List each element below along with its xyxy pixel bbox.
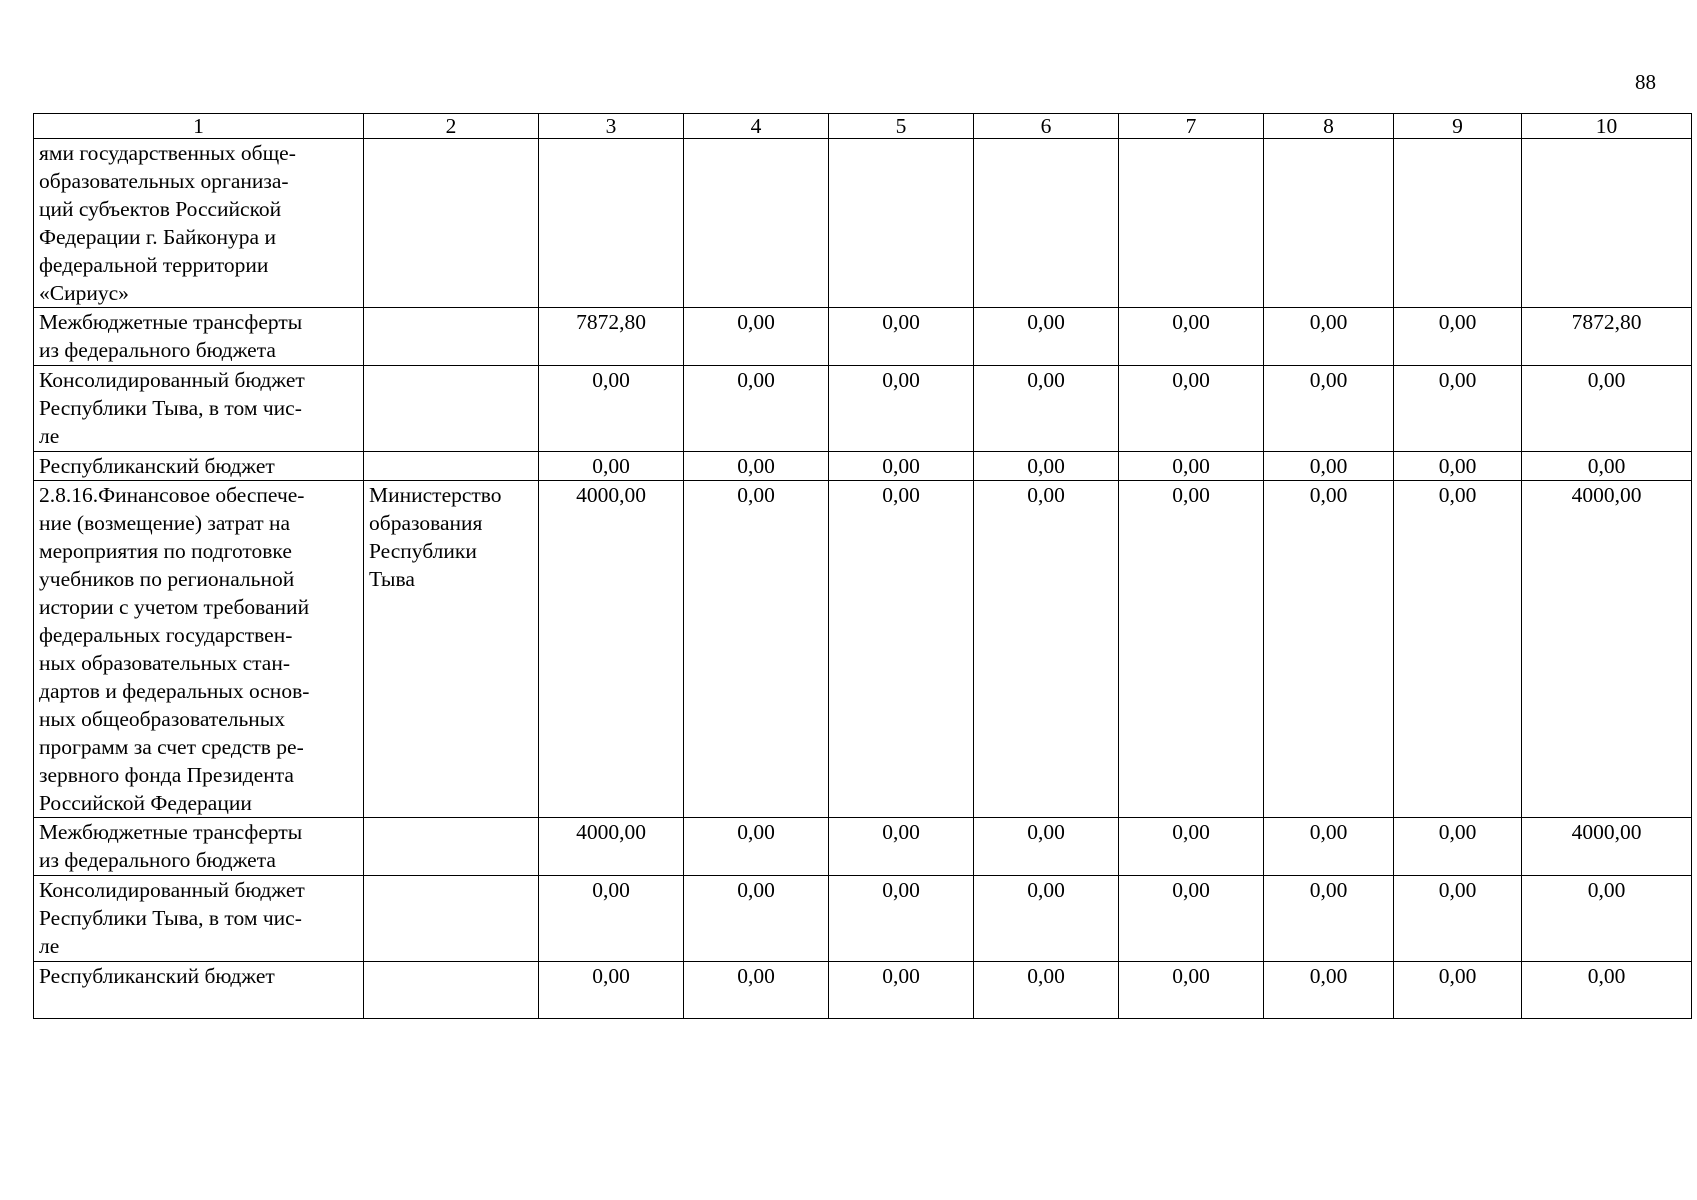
value-cell: 0,00 (1264, 818, 1394, 876)
value-cell: 0,00 (974, 818, 1119, 876)
value-cell: 0,00 (1394, 876, 1522, 962)
value-cell: 0,00 (1394, 818, 1522, 876)
row-label: Консолидированный бюджет Республики Тыва, в том чис- ле (34, 366, 364, 452)
executor-cell (364, 962, 539, 1019)
value-cell (829, 139, 974, 308)
value-cell: 0,00 (829, 876, 974, 962)
header-row (34, 114, 1692, 139)
value-cell: 4000,00 (539, 481, 684, 818)
table-row (34, 962, 1692, 1019)
column-header: 1 (34, 114, 364, 139)
value-cell (974, 139, 1119, 308)
table-row (34, 366, 1692, 452)
value-cell (1522, 139, 1692, 308)
value-cell: 0,00 (1394, 366, 1522, 452)
table-row (34, 308, 1692, 366)
row-label: Межбюджетные трансферты из федерального бюджета (34, 308, 364, 366)
value-cell: 0,00 (829, 308, 974, 366)
column-header: 9 (1394, 114, 1522, 139)
page-number: 88 (1635, 70, 1656, 94)
value-cell: 4000,00 (1522, 481, 1692, 818)
value-cell: 0,00 (684, 962, 829, 1019)
column-header: 3 (539, 114, 684, 139)
value-cell: 7872,80 (539, 308, 684, 366)
executor-cell (364, 818, 539, 876)
value-cell: 0,00 (539, 962, 684, 1019)
row-label: Республиканский бюджет (34, 452, 364, 481)
value-cell: 0,00 (684, 481, 829, 818)
value-cell: 0,00 (1119, 962, 1264, 1019)
value-cell: 0,00 (1394, 452, 1522, 481)
value-cell (1119, 139, 1264, 308)
value-cell: 0,00 (1119, 308, 1264, 366)
table-row (34, 818, 1692, 876)
value-cell (1264, 139, 1394, 308)
value-cell: 0,00 (1119, 366, 1264, 452)
row-label: Республиканский бюджет (34, 962, 364, 1019)
column-header: 5 (829, 114, 974, 139)
value-cell: 0,00 (1264, 481, 1394, 818)
value-cell: 0,00 (974, 452, 1119, 481)
value-cell: 0,00 (684, 308, 829, 366)
column-header: 2 (364, 114, 539, 139)
value-cell: 0,00 (1264, 876, 1394, 962)
value-cell: 4000,00 (1522, 818, 1692, 876)
value-cell: 0,00 (684, 818, 829, 876)
value-cell: 0,00 (974, 962, 1119, 1019)
value-cell: 0,00 (539, 366, 684, 452)
value-cell: 0,00 (1522, 876, 1692, 962)
value-cell: 0,00 (829, 452, 974, 481)
value-cell: 4000,00 (539, 818, 684, 876)
value-cell: 0,00 (539, 452, 684, 481)
value-cell: 0,00 (829, 481, 974, 818)
value-cell: 0,00 (539, 876, 684, 962)
value-cell: 0,00 (684, 452, 829, 481)
budget-table (33, 113, 1692, 1019)
value-cell (539, 139, 684, 308)
value-cell: 0,00 (974, 481, 1119, 818)
value-cell: 0,00 (1264, 452, 1394, 481)
value-cell: 0,00 (1264, 962, 1394, 1019)
value-cell (1394, 139, 1522, 308)
value-cell: 0,00 (1264, 366, 1394, 452)
value-cell: 0,00 (1119, 452, 1264, 481)
executor-cell: Министерство образования Республики Тыва (364, 481, 539, 818)
value-cell: 0,00 (974, 366, 1119, 452)
value-cell: 0,00 (1522, 962, 1692, 1019)
executor-cell (364, 452, 539, 481)
executor-cell (364, 139, 539, 308)
column-header: 6 (974, 114, 1119, 139)
value-cell: 0,00 (1264, 308, 1394, 366)
row-label: ями государственных обще- образовательных организа- ций субъектов Российской Федерации г. Байконура и федеральной территории «Сириус» (34, 139, 364, 308)
row-label: Межбюджетные трансферты из федерального бюджета (34, 818, 364, 876)
column-header: 7 (1119, 114, 1264, 139)
value-cell: 0,00 (1394, 962, 1522, 1019)
column-header: 10 (1522, 114, 1692, 139)
row-label: Консолидированный бюджет Республики Тыва, в том чис- ле (34, 876, 364, 962)
value-cell: 0,00 (829, 962, 974, 1019)
value-cell: 0,00 (829, 366, 974, 452)
column-header: 8 (1264, 114, 1394, 139)
value-cell: 0,00 (829, 818, 974, 876)
table-row (34, 139, 1692, 308)
table-row (34, 481, 1692, 818)
table-row (34, 452, 1692, 481)
row-label: 2.8.16.Финансовое обеспече- ние (возмещение) затрат на мероприятия по подготовке учебников по региональной истории с учетом требований федеральных государствен- ных образовательных стан- дартов и федеральных основ- ных общеобразовательных программ за счет средств ре- зервного фонда Президента Российской Федерации (34, 481, 364, 818)
value-cell: 0,00 (1119, 876, 1264, 962)
executor-cell (364, 308, 539, 366)
column-header: 4 (684, 114, 829, 139)
value-cell: 0,00 (684, 876, 829, 962)
value-cell: 0,00 (974, 308, 1119, 366)
executor-cell (364, 876, 539, 962)
value-cell: 0,00 (1394, 481, 1522, 818)
value-cell (684, 139, 829, 308)
value-cell: 0,00 (684, 366, 829, 452)
value-cell: 0,00 (1394, 308, 1522, 366)
table-row (34, 876, 1692, 962)
value-cell: 7872,80 (1522, 308, 1692, 366)
value-cell: 0,00 (1119, 818, 1264, 876)
executor-cell (364, 366, 539, 452)
value-cell: 0,00 (1522, 452, 1692, 481)
value-cell: 0,00 (1119, 481, 1264, 818)
value-cell: 0,00 (1522, 366, 1692, 452)
value-cell: 0,00 (974, 876, 1119, 962)
